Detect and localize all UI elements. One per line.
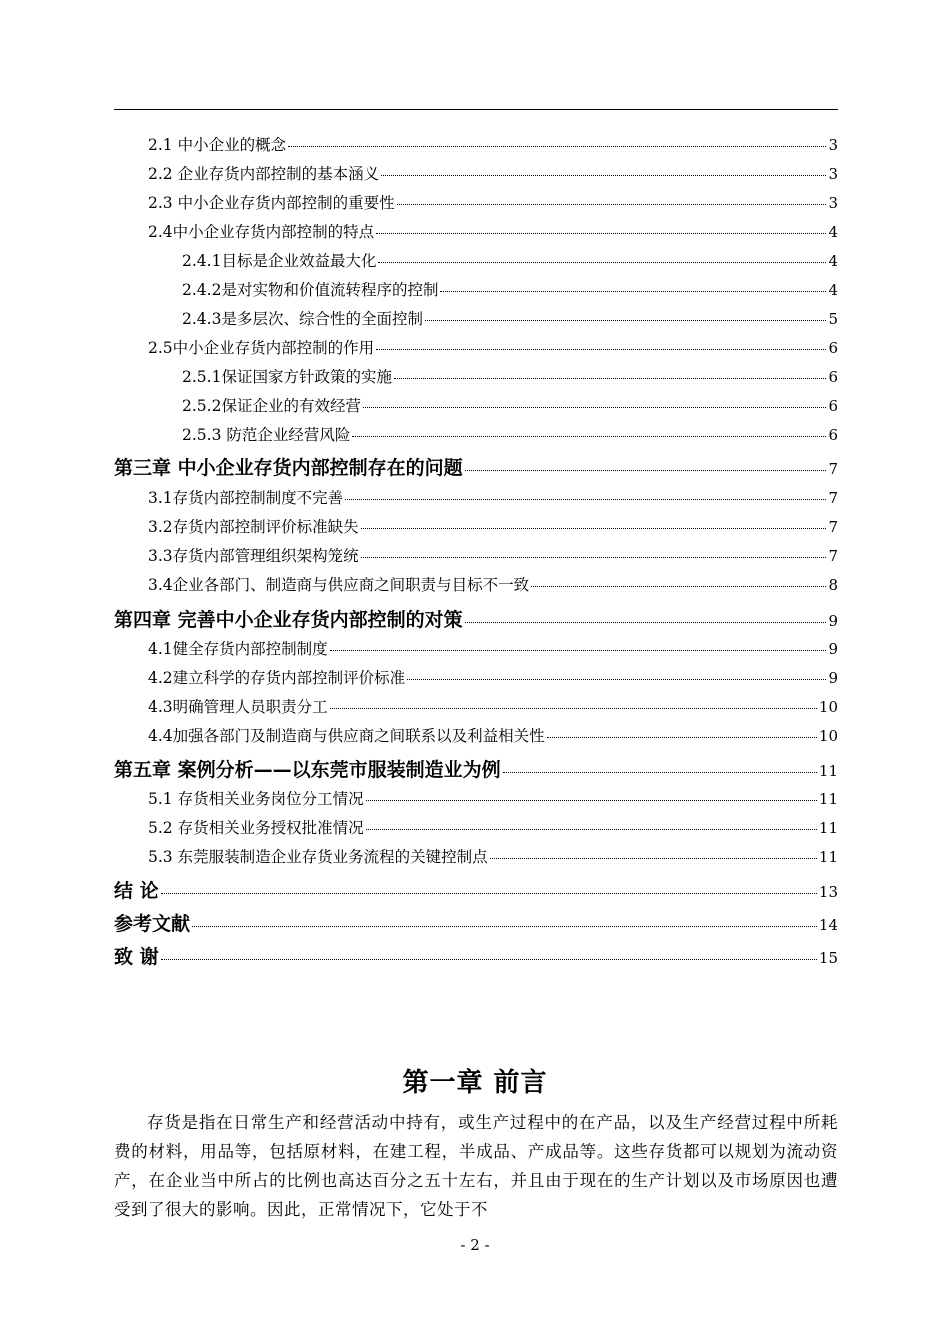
toc-entry[interactable] <box>114 876 838 903</box>
toc-entry-label: 结 论 <box>114 880 159 902</box>
toc-entry-label: 第三章 中小企业存货内部控制存在的问题 <box>114 457 463 479</box>
toc-entry[interactable] <box>114 695 838 717</box>
toc-entry[interactable] <box>114 816 838 838</box>
toc-entry-label: 2.5.2保证企业的有效经营 <box>182 397 361 415</box>
toc-leader-dots <box>288 146 826 147</box>
toc-entry-label: 4.4加强各部门及制造商与供应商之间联系以及利益相关性 <box>148 727 545 745</box>
toc-entry[interactable] <box>114 191 838 213</box>
toc-leader-dots <box>192 926 817 927</box>
body-paragraph: 存货是指在日常生产和经营活动中持有，或生产过程中的在产品，以及生产经营过程中所耗费的材料，用品等，包括原材料，在建工程，半成品、产成品等。这些存货都可以规划为流动资产，在企业当中所占的比例也高达百分之五十左右，并且由于现在的生产计划以及市场原因也遭受到了很大的影响。因此，正常情况下，它处于不 <box>114 1113 838 1219</box>
toc-entry-page: 4 <box>828 281 838 299</box>
page-number: - 2 - <box>460 1236 490 1254</box>
toc-entry-label: 4.1健全存货内部控制制度 <box>148 640 328 658</box>
toc-entry[interactable] <box>114 909 838 936</box>
toc-entry-label: 致 谢 <box>114 946 159 968</box>
toc-entry-label: 5.1 存货相关业务岗位分工情况 <box>148 790 364 808</box>
toc-entry-label: 2.1 中小企业的概念 <box>148 136 287 154</box>
toc-leader-dots <box>531 586 826 587</box>
toc-entry[interactable] <box>114 278 838 300</box>
toc-entry[interactable] <box>114 394 838 416</box>
toc-entry-label: 5.2 存货相关业务授权批准情况 <box>148 819 364 837</box>
toc-entry-page: 4 <box>828 252 838 270</box>
toc-entry-label: 第五章 案例分析——以东莞市服装制造业为例 <box>114 759 501 781</box>
toc-entry-label: 3.4企业各部门、制造商与供应商之间职责与目标不一致 <box>148 576 530 594</box>
toc-leader-dots <box>363 407 827 408</box>
toc-leader-dots <box>465 470 827 471</box>
toc-leader-dots <box>345 499 826 500</box>
toc-entry[interactable] <box>114 573 838 595</box>
toc-entry[interactable] <box>114 162 838 184</box>
toc-entry-label: 2.5中小企业存货内部控制的作用 <box>148 339 375 357</box>
toc-entry-page: 13 <box>818 883 838 901</box>
toc-entry[interactable] <box>114 787 838 809</box>
toc-entry-page: 9 <box>828 612 838 630</box>
toc-entry-page: 3 <box>828 165 838 183</box>
toc-entry[interactable] <box>114 249 838 271</box>
toc-entry-page: 7 <box>828 547 838 565</box>
toc-entry-label: 3.1存货内部控制制度不完善 <box>148 489 344 507</box>
toc-entry-page: 10 <box>818 727 838 745</box>
toc-leader-dots <box>366 800 817 801</box>
toc-leader-dots <box>381 175 826 176</box>
toc-entry[interactable] <box>114 637 838 659</box>
toc-entry-page: 15 <box>818 949 838 967</box>
toc-leader-dots <box>330 650 827 651</box>
toc-entry-label: 4.2建立科学的存货内部控制评价标准 <box>148 669 406 687</box>
toc-entry-label: 2.4.1目标是企业效益最大化 <box>182 252 377 270</box>
toc-leader-dots <box>361 557 827 558</box>
toc-entry[interactable] <box>114 544 838 566</box>
toc-entry-page: 7 <box>828 518 838 536</box>
toc-entry-page: 7 <box>828 489 838 507</box>
toc-entry-label: 5.3 东莞服装制造企业存货业务流程的关键控制点 <box>148 848 488 866</box>
toc-entry-page: 8 <box>828 576 838 594</box>
toc-leader-dots <box>407 679 826 680</box>
toc-entry[interactable] <box>114 133 838 155</box>
toc-entry-page: 6 <box>828 426 838 444</box>
toc-entry[interactable] <box>114 336 838 358</box>
header-rule <box>114 109 838 110</box>
toc-entry-label: 2.5.1保证国家方针政策的实施 <box>182 368 392 386</box>
toc-entry-page: 6 <box>828 368 838 386</box>
toc-leader-dots <box>503 772 817 773</box>
toc-entry-page: 10 <box>818 698 838 716</box>
toc-entry[interactable] <box>114 453 838 480</box>
toc-leader-dots <box>425 320 827 321</box>
toc-entry-page: 11 <box>818 848 838 866</box>
toc-leader-dots <box>366 829 817 830</box>
toc-entry[interactable] <box>114 307 838 329</box>
toc-entry[interactable] <box>114 755 838 782</box>
toc-leader-dots <box>547 737 817 738</box>
toc-entry-label: 3.3存货内部管理组织架构笼统 <box>148 547 359 565</box>
toc-entry[interactable] <box>114 942 838 969</box>
toc-entry-page: 6 <box>828 339 838 357</box>
toc-leader-dots <box>330 708 817 709</box>
toc-leader-dots <box>352 436 826 437</box>
toc-entry[interactable] <box>114 605 838 632</box>
toc-entry-page: 9 <box>828 640 838 658</box>
toc-leader-dots <box>394 378 827 379</box>
toc-entry[interactable] <box>114 486 838 508</box>
toc-entry-label: 第四章 完善中小企业存货内部控制的对策 <box>114 609 463 631</box>
toc-entry-page: 6 <box>828 397 838 415</box>
toc-leader-dots <box>361 528 827 529</box>
toc-entry-page: 7 <box>828 460 838 478</box>
toc-leader-dots <box>376 349 826 350</box>
toc-entry-page: 11 <box>818 762 838 780</box>
toc-entry-page: 11 <box>818 790 838 808</box>
toc-leader-dots <box>161 959 817 960</box>
chapter-title: 第一章 前言 <box>402 1068 548 1098</box>
toc-entry-label: 2.2 企业存货内部控制的基本涵义 <box>148 165 380 183</box>
toc-entry-page: 14 <box>818 916 838 934</box>
toc-entry-label: 3.2存货内部控制评价标准缺失 <box>148 518 359 536</box>
toc-entry[interactable] <box>114 220 838 242</box>
toc-entry-page: 3 <box>828 194 838 212</box>
toc-entry-label: 2.4.2是对实物和价值流转程序的控制 <box>182 281 439 299</box>
toc-entry[interactable] <box>114 423 838 445</box>
toc-entry-label: 2.3 中小企业存货内部控制的重要性 <box>148 194 395 212</box>
toc-entry[interactable] <box>114 666 838 688</box>
toc-entry-label: 2.4中小企业存货内部控制的特点 <box>148 223 375 241</box>
toc-leader-dots <box>161 893 817 894</box>
toc-entry-label: 2.5.3 防范企业经营风险 <box>182 426 351 444</box>
toc-leader-dots <box>465 622 827 623</box>
toc-entry-label: 参考文献 <box>114 913 191 935</box>
toc-entry-page: 11 <box>818 819 838 837</box>
toc-entry-page: 9 <box>828 669 838 687</box>
toc-leader-dots <box>376 233 826 234</box>
toc-leader-dots <box>440 291 826 292</box>
toc-entry-label: 4.3明确管理人员职责分工 <box>148 698 328 716</box>
toc-entry[interactable] <box>114 724 838 746</box>
toc-leader-dots <box>397 204 827 205</box>
toc-entry-page: 3 <box>828 136 838 154</box>
toc-leader-dots <box>378 262 826 263</box>
toc-entry-page: 5 <box>828 310 838 328</box>
toc-leader-dots <box>490 858 817 859</box>
toc-entry[interactable] <box>114 845 838 867</box>
toc-entry[interactable] <box>114 515 838 537</box>
toc-entry-label: 2.4.3是多层次、综合性的全面控制 <box>182 310 423 328</box>
toc-entry-page: 4 <box>828 223 838 241</box>
toc-entry[interactable] <box>114 365 838 387</box>
